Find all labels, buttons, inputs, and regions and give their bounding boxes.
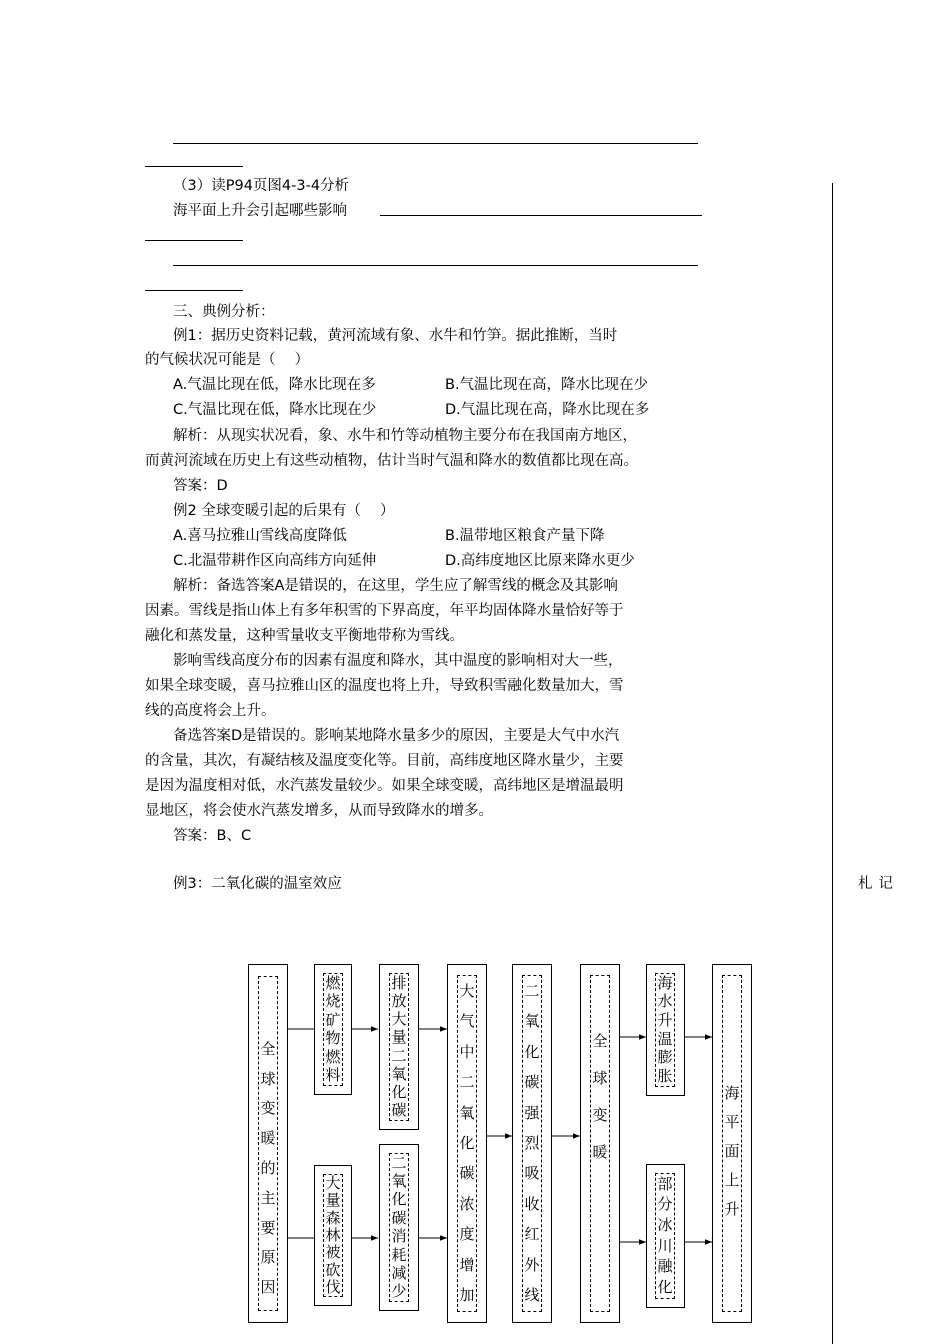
example-2-option-d: D.高纬度地区比原来降水更少 bbox=[445, 553, 635, 569]
example-2-analysis-cont: 融化和蒸发量，这种雪量收支平衡地带称为雪线。 bbox=[145, 628, 464, 644]
box-sea-rise-label: 海 平 面 上 升 bbox=[722, 975, 742, 1312]
example-2-option-b: B.温带地区粮食产量下降 bbox=[445, 528, 605, 544]
example-1-analysis: 解析：从现实状况看，象、水牛和竹等动植物主要分布在我国南方地区， bbox=[173, 428, 637, 444]
example-2-analysis-cont: 因素。雪线是指山体上有多年积雪的下界高度，年平均固体降水量恰好等于 bbox=[145, 603, 624, 619]
section-heading: 三、典例分析： bbox=[173, 304, 275, 320]
question-3-prompt: 海平面上升会引起哪些影响 bbox=[173, 203, 347, 219]
example-2-option-c: C.北温带耕作区向高纬方向延伸 bbox=[173, 553, 377, 569]
box-glacier-melt-label: 部 分 冰 川 融 化 bbox=[655, 1173, 675, 1299]
box-warming bbox=[580, 964, 620, 1323]
example-2-analysis-p3-cont: 的含量，其次，有凝结核及温度变化等。目前，高纬度地区降水量少，主要 bbox=[145, 753, 624, 769]
box-deforest-label: 大 量 森 林 被 砍 伐 bbox=[323, 1174, 343, 1297]
example-2-analysis-p2-cont: 线的高度将会上升。 bbox=[145, 703, 276, 719]
example-1-option-c: C.气温比现在低，降水比现在少 bbox=[173, 402, 377, 418]
example-2-analysis-p3: 备选答案D是错误的。影响某地降水量多少的原因，主要是大气中水汽 bbox=[173, 728, 620, 744]
example-2-option-a: A.喜马拉雅山雪线高度降低 bbox=[173, 528, 347, 544]
example-2-analysis-p2: 影响雪线高度分布的因素有温度和降水，其中温度的影响相对大一些， bbox=[173, 653, 623, 669]
box-burn-fuel bbox=[314, 964, 352, 1095]
example-1-question: 例1：据历史资料记载，黄河流域有象、水牛和竹笋。据此推断，当时 bbox=[173, 328, 618, 344]
example-1-question-cont: 的气候状况可能是（ ） bbox=[145, 352, 310, 368]
box-sea-rise bbox=[712, 964, 752, 1323]
box-sea-expand bbox=[646, 964, 685, 1096]
box-burn-fuel-label: 燃 烧 矿 物 燃 料 bbox=[323, 973, 343, 1086]
box-sea-expand-label: 海 水 升 温 膨 胀 bbox=[655, 973, 675, 1087]
box-main-cause-label: 全 球 变 暖 的 主 要 原 因 bbox=[258, 976, 278, 1311]
notes-label: 札记 bbox=[858, 876, 899, 892]
box-emit-co2 bbox=[379, 964, 419, 1130]
example-2-question: 例2 全球变暖引起的后果有（ ） bbox=[173, 503, 395, 519]
example-1-option-d: D.气温比现在高，降水比现在多 bbox=[445, 402, 650, 418]
box-absorb-ir-label: 二 氧 化 碳 强 烈 吸 收 红 外 线 bbox=[522, 975, 542, 1312]
box-deforest bbox=[314, 1165, 352, 1306]
example-2-analysis-p3-cont: 显地区，将会使水汽蒸发增多，从而导致降水的增多。 bbox=[145, 803, 493, 819]
example-2-analysis: 解析：备选答案A是错误的，在这里，学生应了解雪线的概念及其影响 bbox=[173, 578, 618, 594]
example-2-analysis-p2-cont: 如果全球变暖，喜马拉雅山区的温度也将上升，导致积雪融化数量加大，雪 bbox=[145, 678, 624, 694]
example-1-option-b: B.气温比现在高，降水比现在少 bbox=[445, 377, 649, 393]
box-absorb-ir bbox=[512, 964, 552, 1323]
example-2-analysis-p3-cont: 是因为温度相对低，水汽蒸发量较少。如果全球变暖，高纬地区是增温最明 bbox=[145, 778, 624, 794]
box-warming-label: 全 球 变 暖 bbox=[590, 975, 610, 1312]
example-1-answer: 答案：D bbox=[173, 478, 228, 494]
box-emit-co2-label: 排 放 大 量 二 氧 化 碳 bbox=[389, 973, 409, 1121]
example-3-heading: 例3：二氧化碳的温室效应 bbox=[173, 876, 342, 892]
box-glacier-melt bbox=[646, 1164, 685, 1308]
example-1-analysis-cont: 而黄河流域在历史上有这些动植物，估计当时气温和降水的数值都比现在高。 bbox=[145, 453, 638, 469]
box-main-cause bbox=[248, 964, 288, 1323]
box-less-consume bbox=[379, 1144, 419, 1311]
example-1-option-a: A.气温比现在低，降水比现在多 bbox=[173, 377, 376, 393]
box-co2-increase bbox=[447, 964, 487, 1323]
question-3-label: （3）读P94页图4-3-4分析 bbox=[173, 178, 350, 194]
example-2-answer: 答案：B、C bbox=[173, 828, 252, 844]
box-less-consume-label: 二 氧 化 碳 消 耗 减 少 bbox=[389, 1153, 409, 1302]
box-co2-increase-label: 大 气 中 二 氧 化 碳 浓 度 增 加 bbox=[457, 975, 477, 1312]
